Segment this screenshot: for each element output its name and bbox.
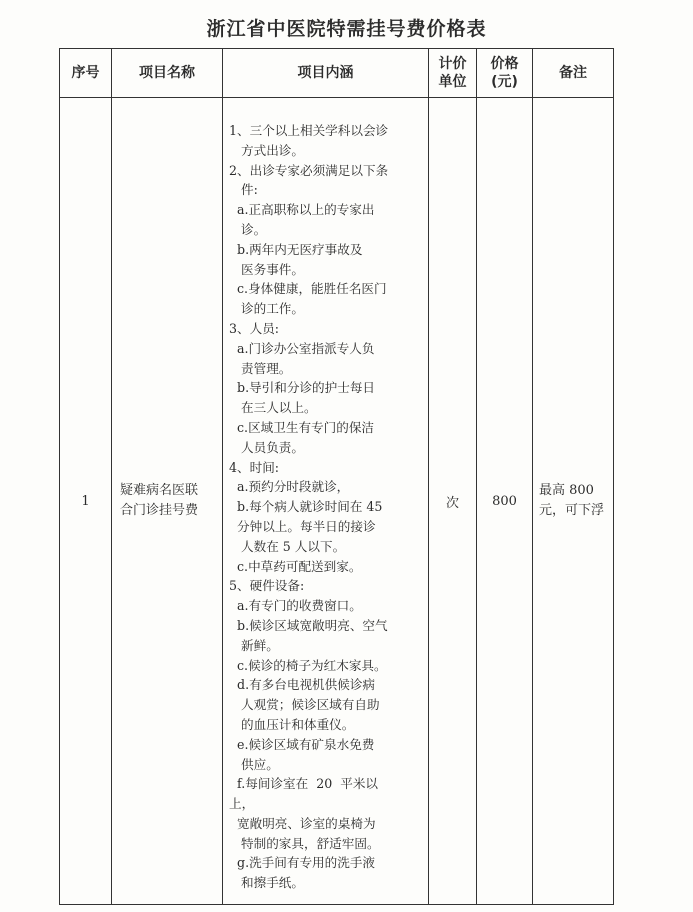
header-item-content: 项目内涵 xyxy=(223,49,429,98)
content-line: c.区域卫生有专门的保洁 xyxy=(229,419,375,435)
content-line: 新鲜。 xyxy=(229,637,279,653)
content-line: 在三人以上。 xyxy=(229,400,317,416)
content-line: c.候诊的椅子为红木家具。 xyxy=(229,657,387,673)
content-line: a.有专门的收费窗口。 xyxy=(229,598,362,614)
content-line: a.正高职称以上的专家出 xyxy=(229,202,375,218)
content-line: 上， xyxy=(229,796,255,812)
content-line: 的血压计和体重仪。 xyxy=(229,716,355,732)
content-line: 人员负责。 xyxy=(229,439,304,455)
content-line: 诊。 xyxy=(229,221,267,237)
content-line: 诊的工作。 xyxy=(229,301,304,317)
content-line: 医务事件。 xyxy=(229,261,304,277)
cell-item-name xyxy=(112,98,223,905)
content-line: 责管理。 xyxy=(229,360,292,376)
content-line: 人数在 5 人以下。 xyxy=(229,538,346,554)
content-line: a.预约分时段就诊， xyxy=(229,479,350,495)
cell-price: 800 xyxy=(477,98,533,905)
remark-line2: 元，可下浮 xyxy=(539,503,605,518)
content-line: 宽敞明亮、诊室的桌椅为 xyxy=(229,815,376,831)
content-line: d.有多台电视机供候诊病 xyxy=(229,677,376,693)
content-line: 1、三个以上相关学科以会诊 xyxy=(229,123,389,138)
item-content-list xyxy=(223,98,428,904)
content-line: g.洗手间有专用的洗手液 xyxy=(229,855,376,871)
content-line: b.每个病人就诊时间在 45 xyxy=(229,499,383,515)
header-item-name: 项目名称 xyxy=(112,49,223,98)
content-line: 3、人员: xyxy=(229,320,280,336)
content-line: 件: xyxy=(229,182,258,198)
content-line: a.门诊办公室指派专人负 xyxy=(229,340,375,356)
remark-line1: 最高 800 xyxy=(539,483,594,498)
content-line: 人观赏；候诊区域有自助 xyxy=(229,697,380,713)
content-line: b.候诊区域宽敞明亮、空气 xyxy=(229,617,388,633)
header-price-line1: 价格 xyxy=(490,56,519,72)
table-header-row xyxy=(60,49,614,98)
content-line: 5、硬件设备: xyxy=(229,578,305,594)
header-price-line2: (元) xyxy=(491,74,518,90)
content-line: 分钟以上。每半日的接诊 xyxy=(229,518,376,534)
header-unit-line2: 单位 xyxy=(438,74,467,90)
header-unit xyxy=(429,49,477,98)
item-name-line1: 疑难病名医联 xyxy=(120,483,199,498)
content-line: 供应。 xyxy=(229,756,279,772)
content-line: 特制的家具，舒适牢固。 xyxy=(229,835,380,851)
content-line: c.中草药可配送到家。 xyxy=(229,558,362,574)
cell-item-content xyxy=(223,98,429,905)
content-line: b.两年内无医疗事故及 xyxy=(229,241,363,257)
header-remark: 备注 xyxy=(533,49,614,98)
cell-remark xyxy=(533,98,614,905)
cell-unit: 次 xyxy=(429,98,477,905)
content-line: b.导引和分诊的护士每日 xyxy=(229,380,376,396)
document-title: 浙江省中医院特需挂号费价格表 xyxy=(206,18,487,40)
header-unit-line1: 计价 xyxy=(438,56,467,72)
price-table xyxy=(59,48,614,905)
header-price xyxy=(477,49,533,98)
content-line: 和擦手纸。 xyxy=(229,875,304,891)
content-line: c.身体健康，能胜任名医门 xyxy=(229,281,387,297)
item-name-line2: 合门诊挂号费 xyxy=(120,503,199,518)
content-line: f.每间诊室在 20 平米以 xyxy=(229,776,379,792)
content-line: e.候诊区域有矿泉水免费 xyxy=(229,736,375,752)
table-row xyxy=(60,98,614,905)
content-line: 4、时间: xyxy=(229,459,280,475)
content-line: 2、出诊专家必须满足以下条 xyxy=(229,162,389,178)
header-seq: 序号 xyxy=(60,49,112,98)
content-line: 方式出诊。 xyxy=(229,142,304,158)
cell-seq: 1 xyxy=(60,98,112,905)
